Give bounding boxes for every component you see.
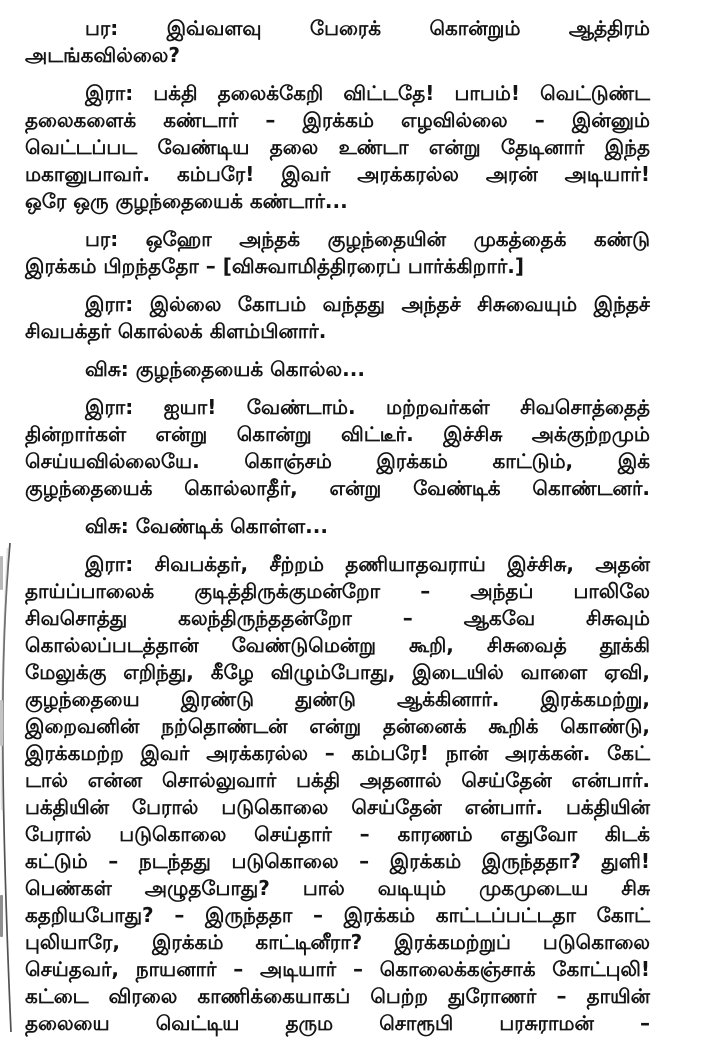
- text-line: [25, 821, 650, 848]
- text-line: [25, 318, 650, 345]
- text-line-content: இரா: ஐயா! வேண்டாம். மற்றவர்கள் சிவசொத்தைத்: [85, 395, 650, 419]
- dialogue-paragraph: [25, 291, 650, 345]
- text-line-content: செய்யவில்லையே. கொஞ்சம் இரக்கம் காட்டும், இக்: [25, 449, 650, 473]
- text-line-content: கொல்லப்படத்தான் வேண்டுமென்று கூறி, சிசுவைத் தூக்கி: [25, 633, 650, 657]
- text-line: [25, 291, 650, 318]
- text-line-content: விசு: குழந்தையைக் கொல்ல...: [85, 357, 365, 381]
- text-line: [25, 875, 650, 902]
- text-line: [25, 421, 650, 448]
- text-line: [25, 929, 650, 956]
- text-line-content: வெட்டப்பட வேண்டிய தலை உண்டா என்று தேடினார் இந்த: [25, 135, 650, 159]
- dialogue-paragraph: [25, 226, 650, 280]
- text-line-content: குழந்தையைக் கொல்லாதீர், என்று வேண்டிக் கொண்டனர்.: [25, 476, 650, 500]
- text-line: [25, 394, 650, 421]
- text-line-content: இரா: பக்தி தலைக்கேறி விட்டதே! பாபம்! வெட்டுண்ட: [85, 81, 650, 105]
- text-line: [25, 513, 650, 540]
- text-line: [25, 226, 650, 253]
- text-line: [25, 475, 650, 502]
- text-line: [25, 686, 650, 713]
- scan-edge-mark: [0, 556, 3, 590]
- text-line-content: இரக்கமற்ற இவர் அரக்கரல்ல – கம்பரே! நான் அரக்கன். கேட்: [25, 741, 650, 765]
- text-line: [25, 956, 650, 983]
- text-line: [25, 767, 650, 794]
- text-line-content: பேரால் படுகொலை செய்தார் – காரணம் எதுவோ கிடக்: [25, 822, 650, 846]
- text-line: [25, 253, 650, 280]
- text-line: [25, 659, 650, 686]
- text-line-content: ஒரே ஒரு குழந்தையைக் கண்டார்...: [25, 189, 348, 213]
- dialogue-paragraph: [25, 551, 650, 1037]
- text-line: [25, 107, 650, 134]
- text-line-content: டால் என்ன சொல்லுவார் பக்தி அதனால் செய்தேன் என்பார்.: [25, 768, 650, 792]
- text-line: [25, 161, 650, 188]
- text-line: [25, 134, 650, 161]
- text-line: [25, 188, 650, 215]
- text-line-content: பர: இவ்வளவு பேரைக் கொன்றும் ஆத்திரம்: [85, 16, 650, 40]
- dialogue-paragraph: [25, 80, 650, 215]
- dialogue-paragraph: [25, 356, 650, 383]
- text-line: [25, 551, 650, 578]
- dialogue-paragraph: [25, 394, 650, 502]
- text-line-content: இரா: இல்லை கோபம் வந்தது அந்தச் சிசுவையும் இந்தச்: [85, 292, 650, 316]
- text-line-content: புலியாரே, இரக்கம் காட்டினீரா? இரக்கமற்றுப் படுகொலை: [25, 930, 650, 954]
- text-line: [25, 902, 650, 929]
- text-line: [25, 356, 650, 383]
- text-block: [25, 15, 650, 1048]
- text-line-content: தலையை வெட்டிய தரும சொரூபி பரசுராமன் –: [25, 1011, 650, 1035]
- text-line-content: கட்டை விரலை காணிக்கையாகப் பெற்ற துரோணர் – தாயின்: [25, 984, 650, 1008]
- dialogue-paragraph: [25, 513, 650, 540]
- text-line-content: கட்டும் – நடந்தது படுகொலை – இரக்கம் இருந்ததா? துளி!: [25, 849, 650, 873]
- text-line: [25, 794, 650, 821]
- text-line-content: மகானுபாவர். கம்பரே! இவர் அரக்கரல்ல அரன் அடியார்!: [25, 162, 650, 186]
- text-line: [25, 983, 650, 1010]
- text-line-content: பக்தியின் பேரால் படுகொலை செய்தேன் என்பார். பக்தியின்: [25, 795, 650, 819]
- text-line: [25, 848, 650, 875]
- text-line-content: விசு: வேண்டிக் கொள்ள...: [85, 514, 328, 538]
- text-line-content: இரக்கம் பிறந்ததோ – [விசுவாமித்திரரைப் பார்க்கிறார்.]: [25, 254, 525, 278]
- text-line: [25, 713, 650, 740]
- dialogue-paragraph: [25, 15, 650, 69]
- text-line-content: பர: ஒஹோ அந்தக் குழந்தையின் முகத்தைக் கண்டு: [85, 227, 650, 251]
- text-line-content: தின்றார்கள் என்று கொன்று விட்டீர். இச்சிசு அக்குற்றமும்: [25, 422, 650, 446]
- text-line-content: பெண்கள் அழுதபோது? பால் வடியும் முகமுடைய சிசு: [25, 876, 650, 900]
- text-line-content: செய்தவர், நாயனார் – அடியார் – கொலைக்கஞ்சாக் கோட்புலி!: [25, 957, 650, 981]
- scan-edge-mark: [0, 700, 3, 746]
- text-line: [25, 42, 650, 69]
- text-line: [25, 448, 650, 475]
- text-line-content: மேலுக்கு எறிந்து, கீழே விழும்போது, இடையில் வாளை ஏவி,: [25, 660, 650, 684]
- text-line-content: தாய்ப்பாலைக் குடித்திருக்குமன்றோ – அந்தப் பாலிலே: [25, 579, 650, 603]
- text-line-content: குழந்தையை இரண்டு துண்டு ஆக்கினார். இரக்கமற்று,: [25, 687, 650, 711]
- text-line: [25, 80, 650, 107]
- binding-crease-artifact: [0, 0, 22, 1058]
- text-line-content: தலைகளைக் கண்டார் – இரக்கம் எழவில்லை – இன்னும்: [25, 108, 650, 132]
- scan-edge-mark: [0, 895, 3, 937]
- text-line-content: சிவபக்தர் கொல்லக் கிளம்பினார்.: [25, 319, 327, 343]
- text-line-content: அடங்கவில்லை?: [25, 43, 180, 67]
- text-line: [25, 632, 650, 659]
- text-line: [25, 578, 650, 605]
- text-line-content: இறைவனின் நற்தொண்டன் என்று தன்னைக் கூறிக் கொண்டு,: [25, 714, 650, 738]
- text-line: [25, 605, 650, 632]
- text-line: [25, 740, 650, 767]
- text-line-content: இரா: சிவபக்தர், சீற்றம் தணியாதவராய் இச்சிசு, அதன்: [85, 552, 650, 576]
- text-line-content: கதறியபோது? – இருந்ததா – இரக்கம் காட்டப்பட்டதா கோட்: [25, 903, 650, 927]
- text-line-content: சிவசொத்து கலந்திருந்ததன்றோ – ஆகவே சிசுவும்: [25, 606, 650, 630]
- text-line: [25, 15, 650, 42]
- text-line: [25, 1010, 650, 1037]
